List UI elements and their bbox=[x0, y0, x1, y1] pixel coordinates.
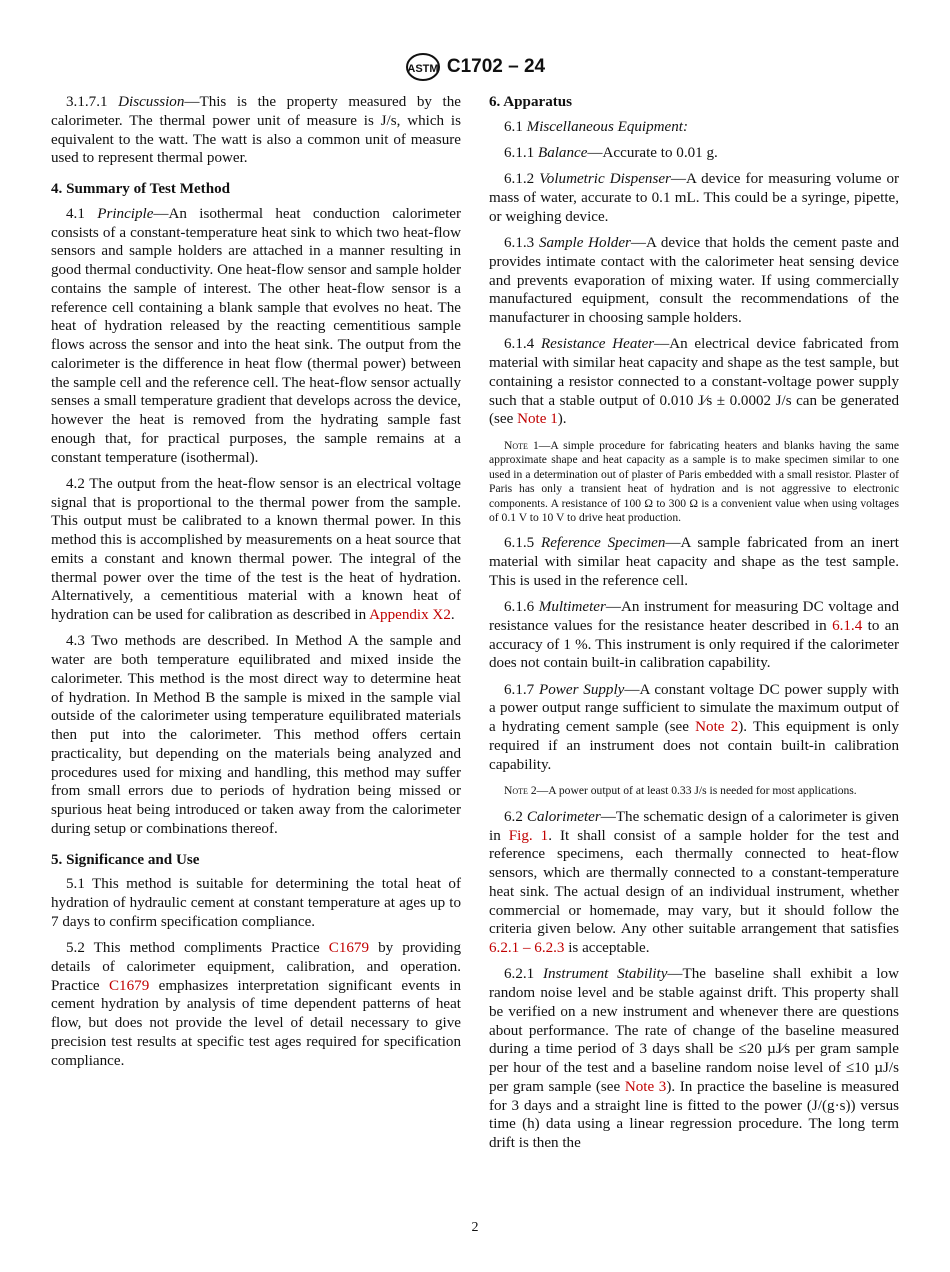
paragraph bbox=[489, 808, 899, 958]
italic-term: Multimeter bbox=[538, 599, 606, 616]
italic-term: Reference Specimen bbox=[541, 535, 666, 552]
text-segment: 6.1.6 bbox=[504, 599, 539, 616]
text-segment: —An isothermal heat conduction calorimeter consists of a constant-temperature heat sink to which two heat-flow sensors and sample holders are attached in a manner resulting in good thermal conductivity. One heat-flow sensor and sample holder contains the sample of interest. The other heat-flow sensor is a reference cell containing a blank sample that evolves no heat. The heat of hydration released by the reacting cementitious sample flows across the sensor and into the heat sink. The output from the calorimeter is the difference in heat flow (thermal power) between the sample cell and the reference cell. The heat-flow sensor actually senses a small temperature gradient that develops across the device, however the heat is removed from the hydrating sample fast enough that, for practical purposes, the sample remains at a constant temperature (isothermal). bbox=[51, 205, 462, 466]
text-segment: to an accuracy of 1 %. This instrument is only required if the calorimeter does not contain built-in calibration capability. bbox=[489, 617, 899, 672]
text-segment: . bbox=[450, 607, 455, 623]
paragraph bbox=[489, 335, 899, 429]
paragraph bbox=[489, 598, 899, 673]
text-segment: 5.1 This method is suitable for determining the total heat of hydration of hydraulic cement at constant temperature at ages up to 7 days to confirm specification compliance. bbox=[51, 876, 461, 930]
paragraph bbox=[489, 118, 899, 137]
cross-reference-link[interactable]: 6.1.4 bbox=[832, 617, 863, 634]
text-segment: —An electrical device fabricated from material with similar heat capacity and shape as the test sample, but containing a resistor connected to a constant-voltage power supply such that a stable output of 0.010 J⁄s ± 0.0002 J/s can be generated (see bbox=[489, 336, 899, 428]
italic-term: Calorimeter bbox=[526, 808, 601, 825]
paragraph bbox=[51, 939, 461, 1070]
text-segment: emphasizes interpretation significant events in cement hydration by analysis of time dependent patterns of heat flow, but does not provide the level of detail necessary to give precision test results at specific test ages required for specification compliance. bbox=[51, 977, 461, 1069]
text-segment: 4.3 Two methods are described. In Method A the sample and water are both temperature equilibrated and mixed inside the calorimeter. This method is the most direct way to determine heat of hydration. In Method B the sample is mixed in the sample vial outside of the calorimeter using temperature equilibrated materials then put into the calorimeter. This method offers certain practicality, but depending on the materials being analyzed and procedures used for mixing and handling, this method may suffer from small errors due to periods of hydration being missed or spurious heat being introduced or taken away from the calorimeter during setup or combinations thereof. bbox=[51, 633, 461, 837]
text-segment: ). In practice the baseline is measured for 3 days and a straight line is fitted to the power (J/(g·s)) versus time (h) data using a linear regression procedure. The long term drift is then the bbox=[489, 1078, 899, 1152]
cross-reference-link[interactable]: Fig. 1 bbox=[508, 827, 549, 844]
text-segment: —An instrument for measuring DC voltage and resistance values for the resistance heater described in bbox=[489, 599, 900, 634]
text-segment: Note bbox=[504, 439, 528, 452]
text-segment: —This is the property measured by the calorimeter. The thermal power unit of measure is J/s, which is equivalent to the watt. The watt is also a common unit of measure used to represent thermal power. bbox=[51, 94, 461, 167]
text-segment: —The baseline shall exhibit a low random noise level and be stable against drift. This property shall be verified on a new instrument and whenever there are questions about performance. The rate of change of the baseline measured during a time period of 3 days shall be ≤20 µJ⁄s per gram sample per hour of the test and a baseline random noise level of ≤10 µJ/s per gram sample (see bbox=[489, 966, 899, 1095]
italic-term: Balance bbox=[537, 145, 588, 161]
text-segment: 4.2 The output from the heat-flow sensor is an electrical voltage signal that is proportional to the thermal power from the sample. This output must be calibrated to a known thermal power. In this method this is accomplished by measurements on a heat source that emits a constant and known thermal power. The integral of the thermal power over the time of the test is the heat of hydration. Alternatively, a cementitious material with a known heat of hydration can be used for calibration as described in bbox=[51, 475, 461, 623]
section-heading bbox=[489, 93, 899, 112]
text-segment: . It shall consist of a sample holder for the test and reference specimens, each thermally connected to heat-flow sensors, which are thermally connected to a constant-temperature heat sink. The actual design of an individual instrument, whether commercial or homemade, may vary, but it should follow the criteria given below. Any other suitable arrangement that satisfies bbox=[489, 827, 900, 938]
text-segment: 4. Summary of Test Method bbox=[51, 181, 231, 197]
text-segment: by providing details of calorimeter equipment, calibration, and operation. Practice bbox=[51, 940, 461, 994]
italic-term: Miscellaneous Equipment: bbox=[526, 118, 689, 135]
italic-term: Sample Holder bbox=[538, 235, 631, 251]
cross-reference-link[interactable]: Note 1 bbox=[517, 411, 558, 428]
astm-logo bbox=[405, 52, 441, 82]
text-segment: is acceptable. bbox=[564, 940, 650, 957]
text-segment: 3.1.7.1 bbox=[66, 94, 119, 110]
text-segment: 6.1 bbox=[504, 118, 527, 135]
paragraph bbox=[489, 234, 899, 328]
section-heading bbox=[51, 180, 461, 199]
text-segment: —The schematic design of a calorimeter is given in bbox=[489, 808, 899, 844]
cross-reference-link[interactable]: Note 2 bbox=[695, 719, 739, 736]
paragraph bbox=[489, 965, 899, 1153]
text-segment: 5. Significance and Use bbox=[51, 851, 200, 868]
italic-term: Volumetric Dispenser bbox=[539, 171, 671, 188]
cross-reference-link[interactable]: Note 3 bbox=[624, 1078, 667, 1095]
text-segment: 1—A simple procedure for fabricating heaters and blanks having the same approximate shape and heat capacity as a sample is to make specimen similar to one used in a determination out of plaster of Paris embedded with a small resistor. Plaster of Paris has only a transient heat of hydration and is not aggressive to electronic components. A resistance of 100 Ω to 300 Ω is a convenient value when using voltages of 0.1 V to 10 V to drive heat production. bbox=[489, 439, 899, 525]
right-column bbox=[489, 93, 899, 1160]
italic-term: Instrument Stability bbox=[542, 966, 668, 983]
section-heading bbox=[51, 851, 461, 870]
italic-term: Power Supply bbox=[539, 681, 625, 698]
cross-reference-link[interactable]: C1679 bbox=[328, 940, 370, 956]
text-segment: —Accurate to 0.01 g. bbox=[587, 145, 718, 161]
text-segment: ). This equipment is only required if an instrument does not contain built-in calibration capability. bbox=[489, 719, 900, 773]
page-number: 2 bbox=[471, 1220, 479, 1235]
text-segment: 6.1.2 bbox=[504, 171, 540, 188]
text-segment: —A constant voltage DC power supply with a power output range sufficient to simulate the maximum output of a hydrating cement sample (see bbox=[489, 681, 900, 736]
page-header bbox=[0, 52, 950, 82]
paragraph bbox=[489, 144, 899, 163]
text-segment: Note bbox=[504, 784, 528, 798]
text-segment: 6. Apparatus bbox=[489, 94, 573, 110]
note bbox=[489, 439, 899, 525]
text-segment: 6.2.1 bbox=[504, 966, 543, 983]
italic-term: Resistance Heater bbox=[540, 336, 655, 353]
text-segment: 2—A power output of at least 0.33 J/s is needed for most applications. bbox=[527, 784, 857, 798]
italic-term: Principle bbox=[97, 205, 154, 222]
note bbox=[489, 784, 899, 798]
text-segment: 6.1.5 bbox=[504, 535, 542, 552]
text-segment: 6.1.7 bbox=[504, 681, 540, 698]
text-segment: —A device for measuring volume or mass of water, accurate to 0.1 mL. This could be a syringe, pipette, or weighing device. bbox=[489, 171, 900, 225]
paragraph bbox=[489, 170, 899, 226]
cross-reference-link[interactable]: 6.2.1 – 6.2.3 bbox=[489, 940, 565, 957]
paragraph bbox=[51, 475, 461, 625]
paragraph bbox=[489, 534, 899, 590]
left-column bbox=[51, 93, 461, 1078]
svg-text:ASTM: ASTM bbox=[407, 63, 439, 75]
text-segment: 6.2 bbox=[504, 808, 527, 825]
text-segment: 4.1 bbox=[66, 205, 98, 222]
paragraph bbox=[51, 205, 461, 468]
text-segment: 6.1.3 bbox=[504, 235, 539, 251]
cross-reference-link[interactable]: Appendix X2 bbox=[369, 607, 451, 623]
paragraph bbox=[51, 632, 461, 838]
paragraph bbox=[51, 875, 461, 931]
cross-reference-link[interactable]: C1679 bbox=[108, 977, 150, 994]
italic-term: Discussion bbox=[118, 94, 185, 110]
document-id: C1702 – 24 bbox=[446, 56, 546, 77]
paragraph bbox=[51, 93, 461, 168]
text-segment: —A device that holds the cement paste and provides intimate contact with the calorimeter heat sensing device and prevents evaporation of mixing water. If using commercially manufactured equipment, consult the recommendations of the manufacturer in choosing sample holders. bbox=[489, 235, 899, 326]
text-segment: 6.1.1 bbox=[504, 145, 538, 161]
paragraph bbox=[489, 681, 899, 775]
text-segment: 6.1.4 bbox=[504, 336, 541, 353]
text-segment: —A sample fabricated from an inert material with similar heat capacity and shape as the test sample. This is used in the reference cell. bbox=[489, 535, 899, 589]
text-segment: 5.2 This method compliments Practice bbox=[66, 940, 329, 956]
text-segment: ). bbox=[557, 411, 567, 428]
